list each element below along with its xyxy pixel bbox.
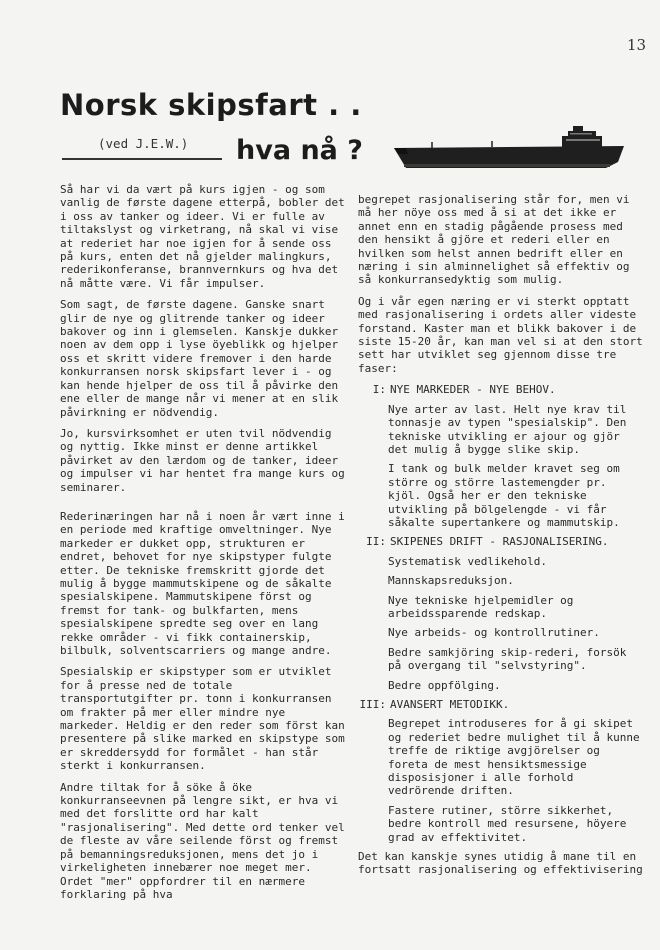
list-item: Systematisk vedlikehold. <box>388 554 547 568</box>
list-item: Begrepet introduseres for å gi skipet og rederiet bedre mulighet til å kunne treffe de riktige avgjörelser og foreta de mest hensiktsmessige disposisjoner i alle forhold vedrörende driften. <box>388 717 640 798</box>
section-number: I: <box>372 383 386 397</box>
section-body <box>388 555 643 692</box>
page-number: 13 <box>627 36 647 54</box>
section-title: SKIPENES DRIFT - RASJONALISERING. <box>390 535 609 549</box>
article-title: Norsk skipsfart . . <box>60 88 362 122</box>
paragraph: Jo, kursvirksomhet er uten tvil nödvendig og nyttig. Ikke minst er denne artikkel påvirket av den lærdom og de tanker, ideer og impulser vi har hentet fra mange kurs og seminarer. <box>60 426 345 494</box>
list-item: Bedre oppfölging. <box>388 678 501 692</box>
list-item: Nye arbeids- og kontrollrutiner. <box>388 626 600 640</box>
list-item: Fastere rutiner, större sikkerhet, bedre kontroll med resursene, höyere grad av effektivitet. <box>388 803 627 844</box>
paragraph: Som sagt, de første dagene. Ganske snart glir de nye og glitrende tanker og ideer bakover og inn i glemselen. Kanskje dukker noen av dem opp i lyse öyeblikk og hjelper oss et skritt videre fremover i den harde konkurransen norsk skipsfart lever i - og kan hende hjelper de oss til å påvirke den ene eller de mange når vi mener at en slik påvirkning er nödvendig. <box>60 298 339 419</box>
article-byline: (ved J.E.W.) <box>98 136 189 151</box>
section-title: AVANSERT METODIKK. <box>390 698 510 711</box>
paragraph: Så har vi da vært på kurs igjen - og som vanlig de første dagene etterpå, bobler det i oss av tanker og ideer. Vi er fulle av tiltakslyst og virketrang, nå skal vi vise at rederiet har noe igjen for å sende oss på kurs, enten det nå gjelder malingkurs, rederikonferanse, brannvernkurs og hva det nå måtte være. Vi får impulser. <box>60 183 345 290</box>
paragraph: Rederinæringen har nå i noen år vært inne i en periode med kraftige omveltninger. Nye markeder er dukket opp, strukturen er endret, behovet for nye skipstyper fulgte etter. De tekniske fremskritt gjorde det mulig å bygge mammutskipene og de såkalte spesialskipene. Mammutskipene först og fremst for tank- og bulkfarten, mens spesialskipene spredte seg over en lang rekke områder - vi fikk containerskip, bilbulk, solventscarriers og mange andre. <box>60 509 345 657</box>
section-heading <box>358 535 643 548</box>
list-item: Bedre samkjöring skip-rederi, forsök på overgang til "selvstyring". <box>388 645 627 673</box>
article-subtitle: hva nå ? <box>236 135 363 166</box>
list-item: I tank og bulk melder kravet seg om större og större lastemengder pr. kjöl. Også her er den tekniske utvikling på bölgelengde - vi får såkalte supertankere og mammutskip. <box>388 462 620 529</box>
paragraph: Det kan kanskje synes utidig å mane til en fortsatt rasjonalisering og effektivisering <box>358 850 643 877</box>
paragraph: Og i vår egen næring er vi sterkt opptatt med rasjonalisering i ordets aller videste forstand. Kaster man et blikk bakover i de siste 15-20 år, kan man vel si at den stort sett har utviklet seg gjennom disse tre faser: <box>358 294 643 375</box>
section-heading <box>358 383 643 396</box>
section-heading <box>358 698 643 711</box>
ship-illustration-icon <box>392 126 627 172</box>
section-body <box>388 403 643 530</box>
section-number: II: <box>366 535 386 549</box>
list-item: Mannskapsreduksjon. <box>388 574 514 588</box>
section-title: NYE MARKEDER - NYE BEHOV. <box>390 383 556 397</box>
list-item: Nye arter av last. Helt nye krav til tonnasje av typen "spesialskip". Den tekniske utvikling er ajour og gjör det mulig å bygge slike skip. <box>388 402 627 456</box>
section-number: III: <box>359 698 386 711</box>
list-item: Nye tekniske hjelpemidler og arbeidssparende redskap. <box>388 593 574 620</box>
right-column <box>358 193 643 885</box>
section-body <box>388 717 643 844</box>
paragraph: begrepet rasjonalisering står for, men vi må her nöye oss med å si at det ikke er annet enn en stadig pågående prosess med den hensikt å gjöre et rederi eller en hvilken som helst annen bedrift eller en næring i sin alminnelighet så effektiv og så konkurransedyktig som mulig. <box>358 193 630 287</box>
paragraph: Andre tiltak for å söke å öke konkurranseevnen på lengre sikt, er hva vi med det forslitte ord har kalt "rasjonalisering". Med dette ord tenker vel de fleste av våre seilende först og fremst på bemanningsreduksjonen, mens det jo i virkeligheten innebærer noe meget mer. Ordet "mer" oppfordrer til en nærmere forklaring på hva <box>60 780 345 901</box>
paragraph: Spesialskip er skipstyper som er utviklet for å presse ned de totale transportutgifter pr. tonn i konkurransen om frakter på mer eller mindre nye markeder. Heldig er den reder som först kan presentere på slike marked en skipstype som er skreddersydd for formålet - han står sterkt i konkurransen. <box>60 665 345 773</box>
left-column <box>60 183 350 909</box>
byline-underline <box>62 158 222 160</box>
